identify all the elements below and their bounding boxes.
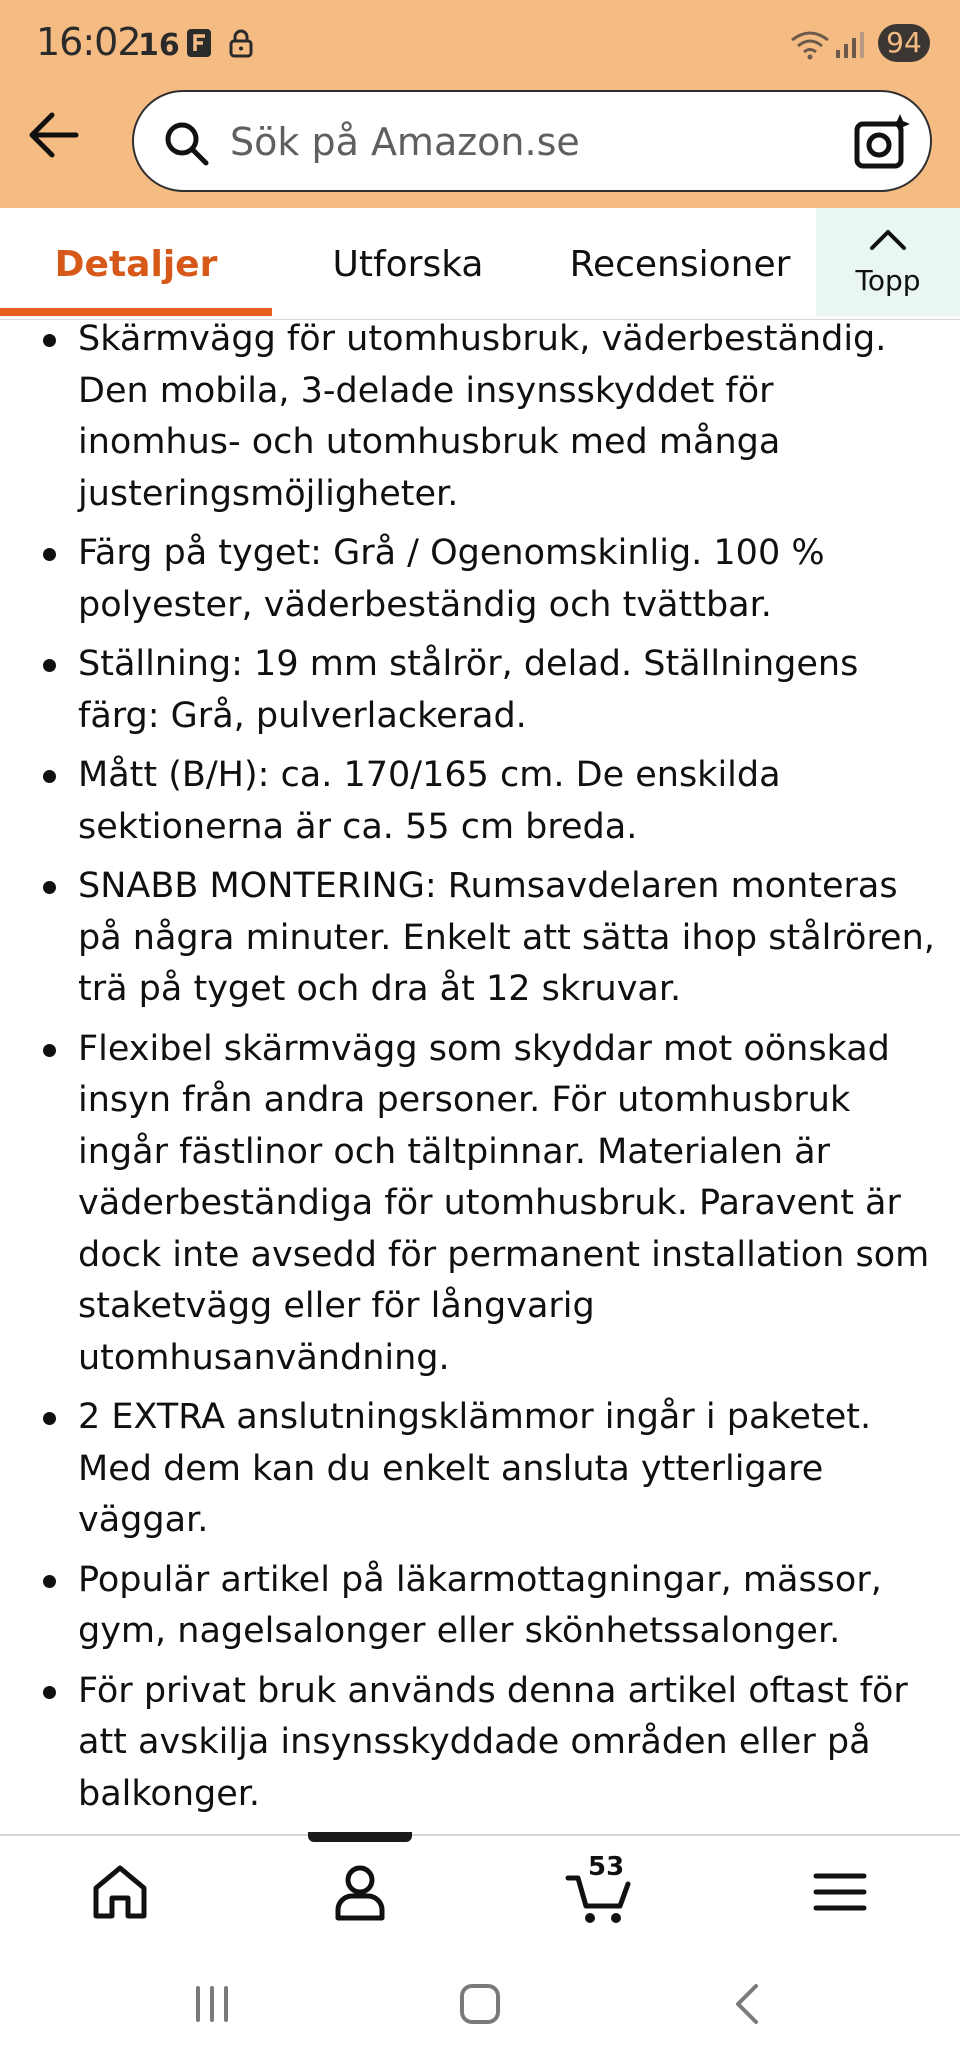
account-icon[interactable]	[324, 1856, 396, 1928]
lock-icon	[228, 28, 254, 58]
scroll-top-label: Topp	[855, 264, 921, 297]
status-bar	[0, 0, 960, 86]
home-button-icon[interactable]	[456, 1980, 504, 2028]
back-arrow-icon[interactable]	[26, 108, 80, 162]
feature-bullet: Mått (B/H): ca. 170/165 cm. De enskilda sektionerna är ca. 55 cm breda.	[0, 750, 960, 853]
feature-bullet: Populär artikel på läkarmottagningar, mässor, gym, nagelsalonger eller skönhetssalonger.	[0, 1555, 960, 1658]
feature-bullet-list	[0, 320, 960, 1820]
back-button-icon[interactable]	[724, 1980, 772, 2028]
search-icon	[162, 119, 210, 167]
cart-count-badge: 53	[588, 1852, 625, 1882]
recent-apps-icon[interactable]	[188, 1980, 236, 2028]
chevron-up-icon	[868, 226, 908, 252]
notification-f-icon	[186, 28, 212, 58]
feature-bullet: Ställning: 19 mm stålrör, delad. Ställningens färg: Grå, pulverlackerad.	[0, 639, 960, 742]
active-tab-indicator	[0, 308, 272, 316]
feature-bullet: Flexibel skärmvägg som skyddar mot oönskad insyn från andra personer. För utomhusbruk ingår fästlinor och tältpinnar. Materialen är väderbeständiga för utomhusbruk. Paravent är dock inte avsedd för permanent installation som staketvägg eller för långvarig utomhusanvändning.	[0, 1024, 960, 1385]
product-details	[0, 320, 960, 1834]
tab-detaljer[interactable]: Detaljer	[54, 243, 218, 285]
scroll-top-button[interactable]	[816, 208, 960, 316]
search-input[interactable]	[230, 112, 810, 172]
feature-bullet: Färg på tyget: Grå / Ogenomskinlig. 100 % polyester, väderbeständig och tvättbar.	[0, 528, 960, 631]
wifi-icon	[790, 30, 830, 60]
feature-bullet: 2 EXTRA anslutningsklämmor ingår i paketet. Med dem kan du enkelt ansluta ytterligare väggar.	[0, 1392, 960, 1547]
feature-bullet: För privat bruk används denna artikel oftast för att avskilja insynsskyddade områden eller på balkonger.	[0, 1666, 960, 1821]
home-icon[interactable]	[84, 1856, 156, 1928]
system-navigation-bar	[0, 1946, 960, 2059]
feature-bullet: SNABB MONTERING: Rumsavdelaren monteras på några minuter. Enkelt att sätta ihop stålrören, trä på tyget och dra åt 12 skruvar.	[0, 861, 960, 1016]
search-bar[interactable]	[132, 90, 932, 192]
bottom-navigation	[0, 1834, 960, 1946]
signal-icon	[834, 30, 866, 60]
active-nav-indicator	[308, 1832, 412, 1842]
status-time: 16:02	[36, 20, 141, 64]
menu-icon[interactable]	[804, 1856, 876, 1928]
tab-utforska[interactable]: Utforska	[332, 243, 484, 285]
camera-search-icon[interactable]	[852, 112, 912, 172]
tab-recensioner[interactable]: Recensioner	[569, 243, 791, 285]
status-temperature: 16	[138, 28, 180, 63]
app-header	[0, 0, 960, 208]
feature-bullet: Skärmvägg för utomhusbruk, väderbeständig. Den mobila, 3-delade insynsskyddet för inomhus- och utomhusbruk med många justeringsmöjligheter.	[0, 320, 960, 520]
battery-indicator: 94	[878, 24, 930, 62]
section-tabs	[0, 208, 960, 320]
